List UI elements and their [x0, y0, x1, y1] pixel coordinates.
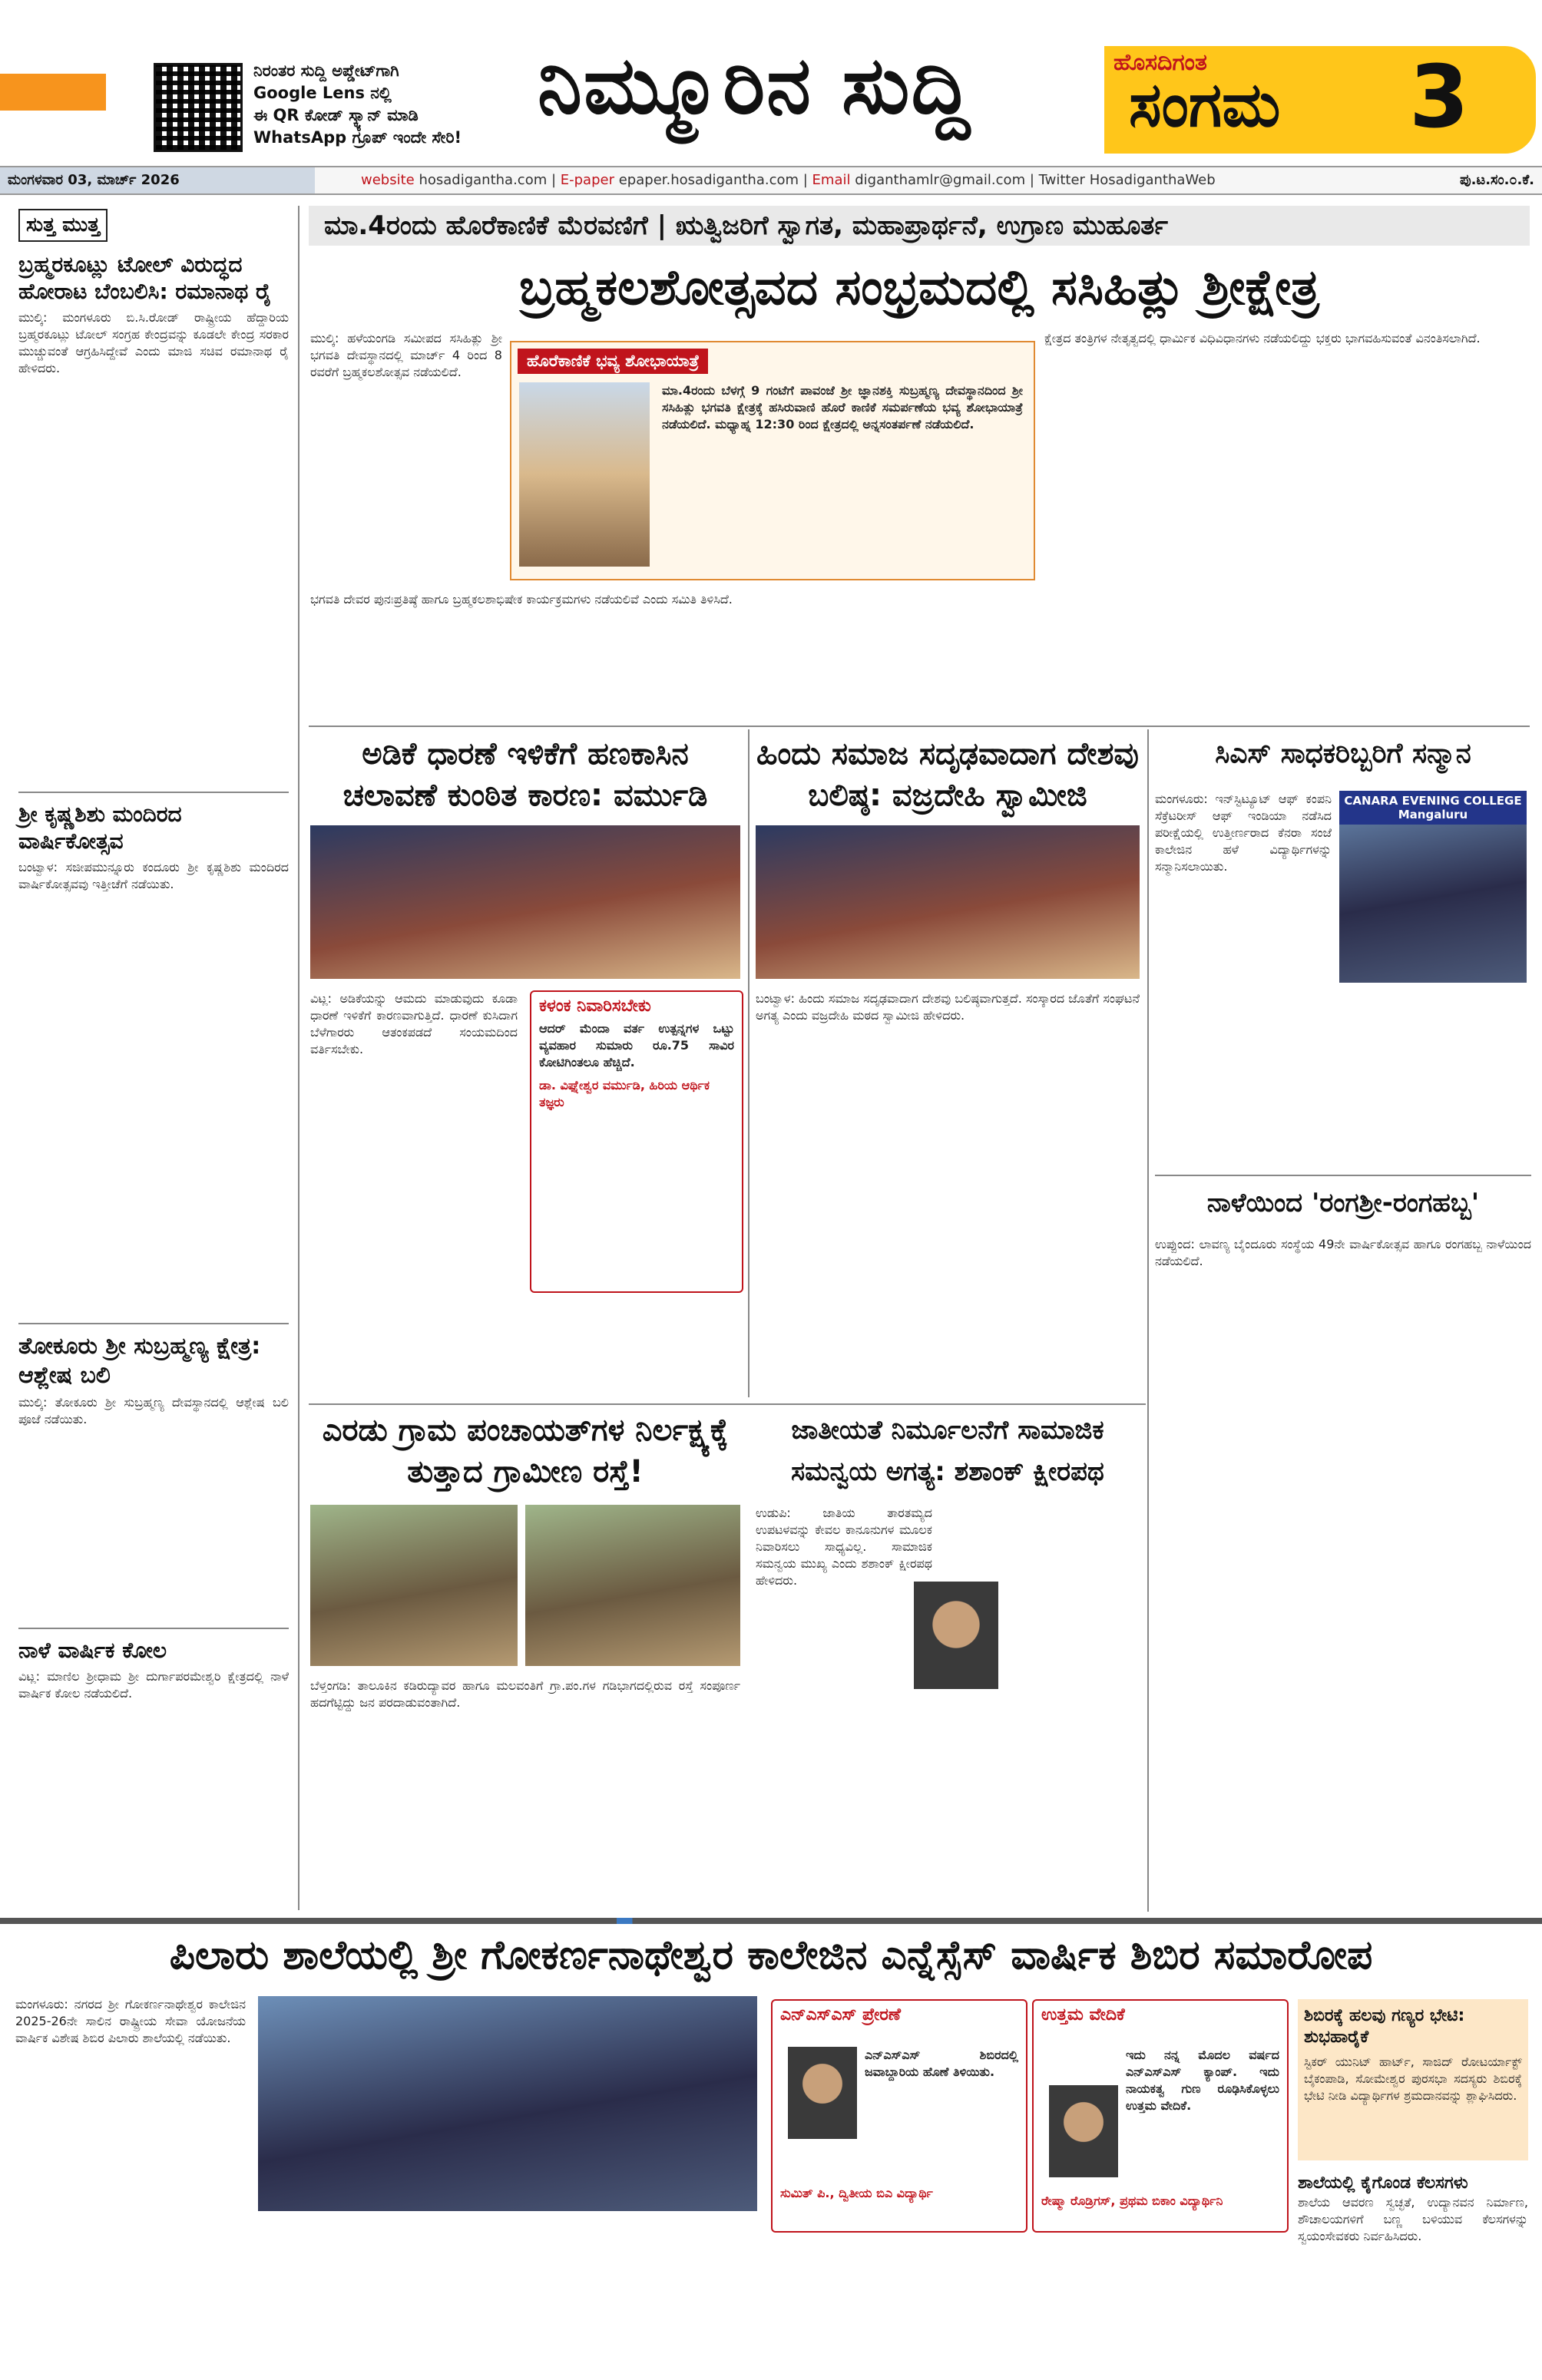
page-number: 3 — [1409, 48, 1469, 147]
nss-quote-1 — [771, 1999, 1027, 2233]
left-story-1-headline: ಬ್ರಹ್ಮರಕೂಟ್ಲು ಟೋಲ್ ವಿರುದ್ಧದ ಹೋರಾಟ ಬೆಂಬಲಿಸಿ: ರಮಾನಾಥ ರೈ — [18, 252, 272, 304]
left-story-4 — [18, 1637, 289, 1702]
website-label: website — [361, 172, 415, 188]
issue-date: ಮಂಗಳವಾರ 03, ಮಾರ್ಚ್ 2026 — [0, 167, 315, 193]
supplement-title: ಸಂಗಮ — [1129, 69, 1281, 140]
adike-quote-body: ಆದರ್ ಮೆಂದಾ ವರ್ತ ಉತ್ಪನ್ನಗಳ ಒಟ್ಟು ವ್ಯವಹಾರ ಸುಮಾರು ರೂ.75 ಸಾವಿರ ಕೋಟಿಗಿಂತಲೂ ಹೆಚ್ಚಿದೆ. — [539, 1021, 734, 1069]
adike-body: ವಿಟ್ಲ: ಅಡಿಕೆಯನ್ನು ಆಮದು ಮಾಡುವುದು ಕೂಡಾ ಧಾರಣೆ ಇಳಿಕೆಗೆ ಕಾರಣವಾಗುತ್ತಿದೆ. ಧಾರಣೆ ಕುಸಿದಾಗ ಬೆಳೆಗಾರರು ಆತಂಕಪಡದೆ ಸಂಯಮದಿಂದ ವರ್ತಿಸಬೇಕು. — [310, 991, 518, 1056]
left-column — [18, 209, 289, 1702]
lead-headline: ಬ್ರಹ್ಮಕಲಶೋತ್ಸವದ ಸಂಭ್ರಮದಲ್ಲಿ ಸಸಿಹಿತ್ಲು ಶ್ರೀಕ್ಷೇತ್ರ — [519, 259, 1319, 316]
rangashree-body: ಉಪ್ಪುಂದ: ಲಾವಣ್ಯ ಬೈಂದೂರು ಸಂಸ್ಥೆಯ 49ನೇ ವಾರ್ಷಿಕೋತ್ಸವ ಹಾಗೂ ರಂಗಹಬ್ಬ ನಾಳೆಯಿಂದ ನಡೆಯಲಿದೆ. — [1155, 1237, 1531, 1268]
nss-quote-2-body: ಇದು ನನ್ನ ಮೊದಲ ವರ್ಷದ ಎನ್ಎಸ್ಎಸ್ ಕ್ಯಾಂಪ್. ಇದು ನಾಯಕತ್ವ ಗುಣ ರೂಢಿಸಿಕೊಳ್ಳಲು ಉತ್ತಮ ವೇದಿಕೆ. — [1126, 2048, 1279, 2113]
nss-quote-1-title: ಎನ್ಎಸ್ಎಸ್ ಪ್ರೇರಣೆ — [780, 2005, 901, 2025]
adike-quote-box — [530, 990, 743, 1293]
section-title: ನಿಮ್ಮೂರಿನ ಸುದ್ದಿ — [538, 38, 972, 132]
nss-quote-1-body: ಎನ್ಎಸ್ಎಸ್ ಶಿಬಿರದಲ್ಲಿ ಜವಾಬ್ದಾರಿಯ ಹೊಣೆ ತಿಳಿಯಿತು. — [865, 2048, 1018, 2079]
qr-line-3: ಈ QR ಕೋಡ್ ಸ್ಕ್ಯಾನ್ ಮಾಡಿ — [253, 106, 419, 124]
left-story-3-headline: ತೋಕೂರು ಶ್ರೀ ಸುಬ್ರಹ್ಮಣ್ಯ ಕ್ಷೇತ್ರ: ಆಶ್ಲೇಷ ಬಲಿ — [18, 1333, 261, 1389]
nss-quote-2 — [1032, 1999, 1289, 2233]
roads-headline: ಎರಡು ಗ್ರಾಮ ಪಂಚಾಯತ್‌ಗಳ ನಿರ್ಲಕ್ಷ್ಯಕ್ಕೆ ತುತ್ತಾದ ಗ್ರಾಮೀಣ ರಸ್ತೆ! — [322, 1413, 729, 1489]
email-link[interactable]: diganthamlr@gmail.com — [855, 172, 1026, 188]
procession-body: ಮಾ.4ರಂದು ಬೆಳಗ್ಗೆ 9 ಗಂಟೆಗೆ ಪಾವಂಜೆ ಶ್ರೀ ಜ್ಞಾನಶಕ್ತಿ ಸುಬ್ರಹ್ಮಣ್ಯ ದೇವಸ್ಥಾನದಿಂದ ಶ್ರೀ ಸಸಿಹಿತ್ಲು ಭಗವತಿ ಕ್ಷೇತ್ರಕ್ಕೆ ಹಸಿರುವಾಣಿ ಹೊರೆ ಕಾಣಿಕೆ ಸಮರ್ಪಣೆಯ ಭವ್ಯ ಶೋಭಾಯಾತ್ರೆ ನಡೆಯಲಿದೆ. ಮಧ್ಯಾಹ್ನ 12:30 ರಿಂದ ಕ್ಷೇತ್ರದಲ್ಲಿ ಅನ್ನಸಂತರ್ಪಣೆ ನಡೆಯಲಿದೆ. — [662, 383, 1023, 431]
qr-line-2: Google Lens ನಲ್ಲಿ — [253, 84, 392, 102]
procession-tag: ಹೊರೆಕಾಣಿಕೆ ಭವ್ಯ ಶೋಭಾಯಾತ್ರೆ — [518, 349, 708, 374]
nss-body: ಮಂಗಳೂರು: ನಗರದ ಶ್ರೀ ಗೋಕರ್ಣನಾಥೇಶ್ವರ ಕಾಲೇಜಿನ 2025-26ನೇ ಸಾಲಿನ ರಾಷ್ಟ್ರೀಯ ಸೇವಾ ಯೋಜನೆಯ ವಾರ್ಷಿಕ ವಿಶೇಷ ಶಿಬಿರ ಪಿಲಾರು ಶಾಲೆಯಲ್ಲಿ ನಡೆಯಿತು. — [15, 1997, 246, 2045]
contact-links: website hosadigantha.com | E-paper epaper.hosadigantha.com | Email diganthamlr@gmail.com | Twitter HosadiganthaWeb — [361, 172, 1216, 188]
left-story-3-body: ಮುಲ್ಕಿ: ತೋಕೂರು ಶ್ರೀ ಸುಬ್ರಹ್ಮಣ್ಯ ದೇವಸ್ಥಾನದಲ್ಲಿ ಆಶ್ಲೇಷ ಬಲಿ ಪೂಜೆ ನಡೆಯಿತು. — [18, 1395, 289, 1426]
nss-quote-2-title: ಉತ್ತಮ ವೇದಿಕೆ — [1041, 2005, 1125, 2025]
left-story-2-continued — [18, 893, 289, 1323]
divider — [18, 1323, 289, 1324]
divider — [309, 1403, 1146, 1405]
qr-line-1: ನಿರಂತರ ಸುದ್ದಿ ಅಪ್ಡೇಟ್‌ಗಾಗಿ — [253, 61, 399, 80]
email-label: Email — [812, 172, 851, 188]
nss-quote-2-author: ರೇಷ್ಮಾ ರೊಡ್ರಿಗಸ್, ಪ್ರಥಮ ಬಿಕಾಂ ವಿದ್ಯಾರ್ಥಿನಿ — [1041, 2193, 1223, 2208]
left-story-4-headline: ನಾಳೆ ವಾರ್ಷಿಕ ಕೋಲ — [18, 1638, 167, 1663]
adike-quote-title: ಕಳಂಕ ನಿವಾರಿಸಬೇಕು — [539, 997, 651, 1016]
divider — [18, 1628, 289, 1629]
divider — [18, 792, 289, 793]
nss-works-title: ಶಾಲೆಯಲ್ಲಿ ಕೈಗೊಂಡ ಕೆಲಸಗಳು — [1298, 2173, 1468, 2193]
column-rule — [748, 729, 749, 1397]
left-story-3 — [18, 1332, 289, 1428]
nss-quote-1-author: ಸುಮಿತ್ ಪಿ., ದ್ವಿತೀಯ ಬಿಎ ವಿದ್ಯಾರ್ಥಿ — [780, 2186, 933, 2200]
column-title: ಸುತ್ತ ಮುತ್ತ — [18, 209, 108, 242]
caste-headline: ಜಾತೀಯತೆ ನಿರ್ಮೂಲನೆಗೆ ಸಾಮಾಜಿಕ ಸಮನ್ವಯ ಅಗತ್ಯ: ಶಶಾಂಕ್ ಕ್ಷೀರಪಥ — [791, 1415, 1104, 1487]
hindu-photo — [756, 825, 1140, 979]
lead-body-col-2: ಭಗವತಿ ದೇವರ ಪುನಃಪ್ರತಿಷ್ಠೆ ಹಾಗೂ ಬ್ರಹ್ಮಕಲಶಾಭಿಷೇಕ ಕಾರ್ಯಕ್ರಮಗಳು ನಡೆಯಲಿವೆ ಎಂದು ಸಮಿತಿ ತಿಳಿಸಿದೆ. — [310, 592, 733, 607]
nss-headline: ಪಿಲಾರು ಶಾಲೆಯಲ್ಲಿ ಶ್ರೀ ಗೋಕರ್ಣನಾಥೇಶ್ವರ ಕಾಲೇಜಿನ ಎನ್ನೆಸ್ಸೆಸ್ ವಾರ್ಷಿಕ ಶಿಬಿರ ಸಮಾರೋಪ — [169, 1932, 1373, 1978]
divider — [1155, 1175, 1531, 1176]
left-story-4-body: ವಿಟ್ಲ: ಮಾಣಿಲ ಶ್ರೀಧಾಮ ಶ್ರೀ ದುರ್ಗಾಪರಮೇಶ್ವರಿ ಕ್ಷೇತ್ರದಲ್ಲಿ ನಾಳೆ ವಾರ್ಷಿಕ ಕೋಲ ನಡೆಯಲಿದೆ. — [18, 1669, 289, 1701]
twitter-link[interactable]: HosadiganthaWeb — [1089, 172, 1216, 188]
nss-works-box — [1298, 2173, 1528, 2245]
nss-group-photo — [258, 1996, 757, 2211]
left-story-3-continued — [18, 1428, 289, 1628]
csa-photo — [1339, 791, 1527, 983]
speaker-photo — [914, 1582, 998, 1689]
temple-photo — [519, 382, 650, 567]
left-story-1-body: ಮುಲ್ಕಿ: ಮಂಗಳೂರು ಬಿ.ಸಿ.ರೋಡ್ ರಾಷ್ಟ್ರೀಯ ಹೆದ್ದಾರಿಯ ಬ್ರಹ್ಮರಕೂಟ್ಲು ಟೋಲ್ ಸಂಗ್ರಹ ಕೇಂದ್ರವನ್ನು ಕೂಡಲೇ ಕೇಂದ್ರ ಸರಕಾರ ಮುಚ್ಚುವಂತೆ ಆಗ್ರಹಿಸಿದ್ದೇವೆ ಎಂದು ಮಾಜಿ ಸಚಿವ ರಮಾನಾಥ ರೈ ಹೇಳಿದರು. — [18, 310, 289, 375]
roads-body: ಬೆಳ್ತಂಗಡಿ: ತಾಲೂಕಿನ ಕಡಿರುದ್ಯಾವರ ಹಾಗೂ ಮಲವಂತಿಗೆ ಗ್ರಾ.ಪಂ.ಗಳ ಗಡಿಭಾಗದಲ್ಲಿರುವ ರಸ್ತೆ ಸಂಪೂರ್ಣ ಹದಗೆಟ್ಟಿದ್ದು ಜನ ಪರದಾಡುವಂತಾಗಿದೆ. — [310, 1678, 740, 1710]
procession-box — [510, 341, 1035, 580]
left-story-2-body: ಬಂಟ್ವಾಳ: ಸಜೀಪಮುನ್ನೂರು ಕಂದೂರು ಶ್ರೀ ಕೃಷ್ಣಶಿಶು ಮಂದಿರದ ವಾರ್ಷಿಕೋತ್ಸವವು ಇತ್ತೀಚೆಗೆ ನಡೆಯಿತು. — [18, 860, 289, 891]
left-story-1 — [18, 251, 289, 377]
column-rule — [298, 206, 299, 1910]
adike-headline: ಅಡಿಕೆ ಧಾರಣೆ ಇಳಿಕೆಗೆ ಹಣಕಾಸಿನ ಚಲಾವಣೆ ಕುಂಠಿತ ಕಾರಣ: ವರ್ಮುಡಿ — [342, 736, 708, 813]
qr-line-4: WhatsApp ಗ್ರೂಪ್ ಇಂದೇ ಸೇರಿ! — [253, 128, 462, 147]
hindu-body: ಬಂಟ್ವಾಳ: ಹಿಂದು ಸಮಾಜ ಸದೃಢವಾದಾಗ ದೇಶವು ಬಲಿಷ್ಠವಾಗುತ್ತದೆ. ಸಂಸ್ಕಾರದ ಜೊತೆಗೆ ಸಂಘಟನೆ ಅಗತ್ಯ ಎಂದು ವಜ್ರದೇಹಿ ಮಠದ ಸ್ವಾಮೀಜಿ ಹೇಳಿದರು. — [756, 991, 1140, 1023]
student-photo-1 — [788, 2047, 857, 2139]
student-photo-2 — [1049, 2085, 1118, 2177]
lead-body-col-3: ಕ್ಷೇತ್ರದ ತಂತ್ರಿಗಳ ನೇತೃತ್ವದಲ್ಲಿ ಧಾರ್ಮಿಕ ವಿಧಿವಿಧಾನಗಳು ನಡೆಯಲಿದ್ದು ಭಕ್ತರು ಭಾಗವಹಿಸುವಂತೆ ವಿನಂತಿಸಲಾಗಿದೆ. — [1044, 331, 1481, 345]
lead-kicker: ಮಾ.4ರಂದು ಹೊರೆಕಾಣಿಕೆ ಮೆರವಣಿಗೆ | ಋತ್ವಿಜರಿಗೆ ಸ್ವಾಗತ, ಮಹಾಪ್ರಾರ್ಥನೆ, ಉಗ್ರಾಣ ಮುಹೂರ್ತ — [309, 206, 1530, 246]
lead-body-col-1: ಮುಲ್ಕಿ: ಹಳೆಯಂಗಡಿ ಸಮೀಪದ ಸಸಿಹಿತ್ಲು ಶ್ರೀ ಭಗವತಿ ದೇವಸ್ಥಾನದಲ್ಲಿ ಮಾರ್ಚ್ 4 ರಿಂದ 8 ರವರೆಗೆ ಬ್ರಹ್ಮಕಲಶೋತ್ಸವ ನಡೆಯಲಿದೆ. — [310, 331, 502, 379]
rangashree-headline: ನಾಳೆಯಿಂದ 'ರಂಗಶ್ರೀ-ರಂಗಹಬ್ಬ' — [1206, 1188, 1480, 1218]
website-link[interactable]: hosadigantha.com — [419, 172, 548, 188]
info-bar — [0, 166, 1542, 195]
brand-name: ಹೊಸದಿಗಂತ — [1113, 49, 1207, 76]
nss-works-body: ಶಾಲೆಯ ಆವರಣ ಸ್ವಚ್ಛತೆ, ಉದ್ಯಾನವನ ನಿರ್ಮಾಣ, ಶೌಚಾಲಯಗಳಿಗೆ ಬಣ್ಣ ಬಳಿಯುವ ಕೆಲಸಗಳನ್ನು ಸ್ವಯಂಸೇವಕರು ನಿರ್ವಹಿಸಿದರು. — [1298, 2194, 1528, 2243]
masthead-accent-bar — [0, 74, 106, 111]
column-rule — [1147, 729, 1149, 1912]
csa-headline: ಸಿಎಸ್ ಸಾಧಕರಿಬ್ಬರಿಗೆ ಸನ್ಮಾನ — [1215, 738, 1471, 769]
epaper-link[interactable]: epaper.hosadigantha.com — [618, 172, 799, 188]
left-story-1-continued — [18, 377, 289, 792]
section-separator — [0, 1918, 1542, 1924]
road-photo-1 — [310, 1505, 518, 1666]
csa-body: ಮಂಗಳೂರು: ಇನ್‌ಸ್ಟಿಟ್ಯೂಟ್ ಆಫ್ ಕಂಪನಿ ಸೆಕ್ರೆಟರೀಸ್ ಆಫ್ ಇಂಡಿಯಾ ನಡೆಸಿದ ಪರೀಕ್ಷೆಯಲ್ಲಿ ಉತ್ತೀರ್ಣರಾದ ಕೆನರಾ ಸಂಜೆ ಕಾಲೇಜಿನ ಹಳೆ ವಿದ್ಯಾರ್ಥಿಗಳನ್ನು ಸನ್ಮಾನಿಸಲಾಯಿತು. — [1155, 792, 1332, 874]
left-story-2 — [18, 801, 289, 893]
qr-instructions — [253, 60, 507, 149]
divider — [309, 726, 1530, 727]
left-story-2-headline: ಶ್ರೀ ಕೃಷ್ಣಶಿಶು ಮಂದಿರದ ವಾರ್ಷಿಕೋತ್ಸವ — [18, 802, 182, 854]
adike-quote-author: ಡಾ. ವಿಘ್ನೇಶ್ವರ ವರ್ಮುಡಿ, ಹಿರಿಯ ಆರ್ಥಿಕ ತಜ್ಞರು — [539, 1078, 710, 1109]
csa-banner: CANARA EVENING COLLEGE Mangaluru — [1339, 791, 1527, 825]
nss-visitors-title: ಶಿಬಿರಕ್ಕೆ ಹಲವು ಗಣ್ಯರ ಭೇಟಿ: ಶುಭಹಾರೈಕೆ — [1304, 2006, 1465, 2047]
adike-photo — [310, 825, 740, 979]
nss-visitors-body: ಸ್ಟಿಕರ್ ಯುನಿಟ್ ಹಾರ್ಟ್, ಸಾಜಿದ್ ರೋಟರ್ಯಾಕ್ಟ್ ಬೈಕಂಪಾಡಿ, ಸೋಮೇಶ್ವರ ಪುರಸಭಾ ಸದಸ್ಯರು ಶಿಬಿರಕ್ಕೆ ಭೇಟಿ ನೀಡಿ ವಿದ್ಯಾರ್ಥಿಗಳ ಶ್ರಮದಾನವನ್ನು ಶ್ಲಾಘಿಸಿದರು. — [1304, 2054, 1522, 2103]
twitter-label: Twitter — [1038, 172, 1085, 188]
qr-code[interactable] — [154, 63, 243, 152]
caste-body: ಉಡುಪಿ: ಜಾತಿಯ ತಾರತಮ್ಯದ ಉಪಟಳವನ್ನು ಕೇವಲ ಕಾನೂನುಗಳ ಮೂಲಕ ನಿವಾರಿಸಲು ಸಾಧ್ಯವಿಲ್ಲ. ಸಾಮಾಜಿಕ ಸಮನ್ವಯ ಮುಖ್ಯ ಎಂದು ಶಶಾಂಕ್ ಕ್ಷೀರಪಥ ಹೇಳಿದರು. — [756, 1506, 932, 1588]
hindu-headline: ಹಿಂದು ಸಮಾಜ ಸದೃಢವಾದಾಗ ದೇಶವು ಬಲಿಷ್ಠ: ವಜ್ರದೇಹಿ ಸ್ವಾಮೀಜಿ — [756, 736, 1139, 813]
nss-visitors-box — [1298, 1999, 1528, 2160]
road-photo-2 — [525, 1505, 740, 1666]
epaper-label: E-paper — [560, 172, 614, 188]
edition-code: ಪು.ಟ.ಸಂ.೦.ಕೆ. — [1459, 172, 1534, 188]
